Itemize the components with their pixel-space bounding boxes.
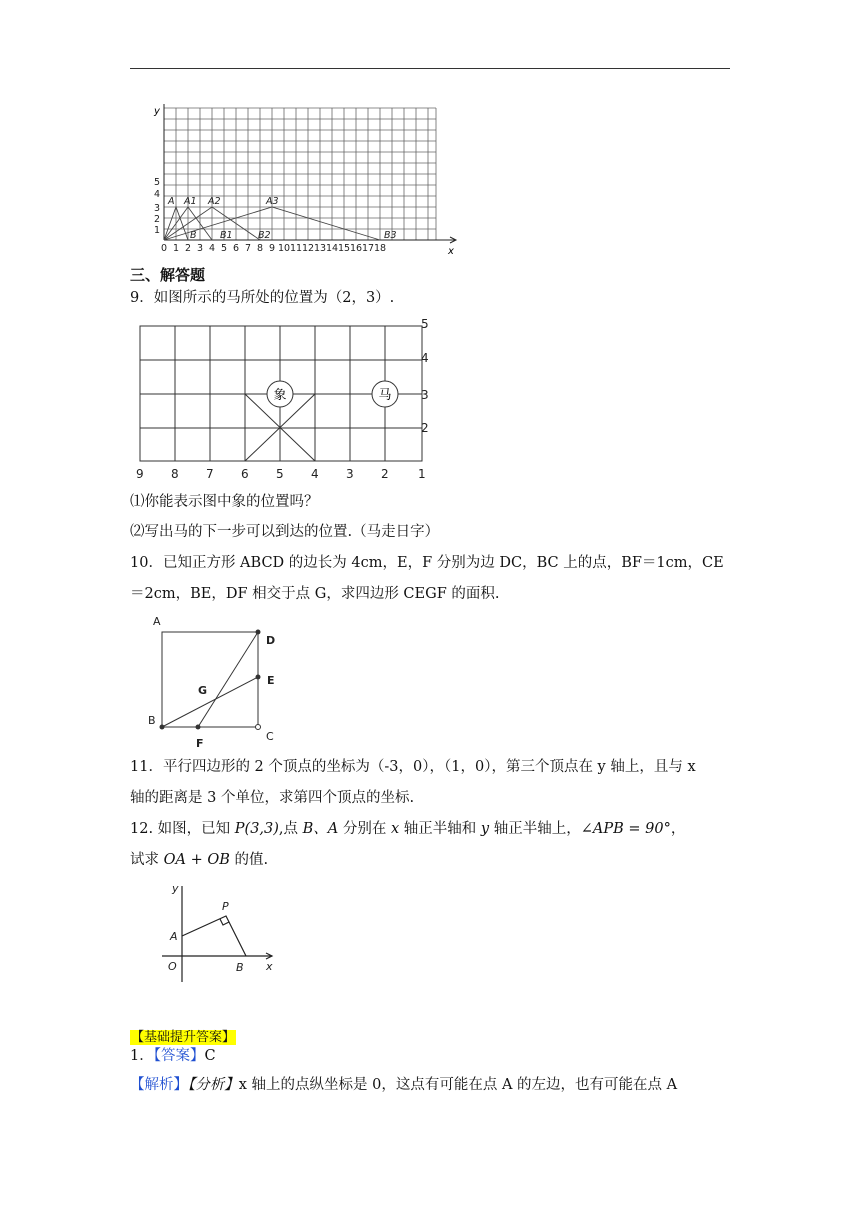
q12-line2-post: 的值.: [234, 852, 269, 868]
fig-y-label: y: [172, 882, 179, 895]
grid-figure: [140, 100, 470, 258]
label-C: C: [266, 730, 274, 743]
point-label: A1: [184, 196, 197, 207]
point-label: B3: [384, 230, 397, 241]
x-tick: 11: [290, 243, 303, 254]
x-tick: 13: [314, 243, 327, 254]
label-A: A: [153, 615, 161, 628]
header-rule: [130, 68, 730, 69]
x-tick: 10: [278, 243, 291, 254]
answer-1-num: 1．: [130, 1048, 154, 1064]
q10-line1: 10．已知正方形 ABCD 的边长为 4cm，E，F 分别为边 DC，BC 上的点，BF＝1cm，CE: [130, 555, 724, 571]
analysis-text: x 轴上的点纵坐标是 0，这点有可能在点 A 的左边，也有可能在点 A: [238, 1077, 678, 1093]
q12-expr: OA + OB: [163, 852, 230, 868]
q11-line1: 11．平行四边形的 2 个顶点的坐标为（-3，0），（1，0），第三个顶点在 y 轴上，且与 x: [130, 759, 696, 775]
fig-P-label: P: [222, 900, 229, 913]
x-axis-label: x: [448, 246, 454, 257]
col-label: 2: [381, 467, 389, 481]
col-label: 6: [241, 467, 249, 481]
xiangqi-board-figure: [128, 314, 438, 484]
q12-BA: B、A: [302, 821, 339, 837]
x-tick: 0: [161, 243, 168, 254]
fig-O-label: O: [168, 960, 177, 973]
label-B: B: [148, 714, 156, 727]
analysis-tag: 【解析】: [130, 1077, 188, 1093]
x-tick: 7: [245, 243, 252, 254]
col-label: 4: [311, 467, 319, 481]
q10-line2: ＝2cm，BE，DF 相交于点 G，求四边形 CEGF 的面积.: [130, 586, 500, 602]
x-tick: 9: [269, 243, 276, 254]
point-label: B1: [220, 230, 233, 241]
y-tick: 1: [154, 225, 161, 236]
x-tick: 12: [302, 243, 315, 254]
row-label: 4: [421, 351, 429, 365]
x-tick: 17: [362, 243, 375, 254]
col-label: 7: [206, 467, 214, 481]
q12-tail: ，: [670, 821, 686, 837]
row-label: 5: [421, 317, 429, 331]
q12-line2-pre: 试求: [130, 852, 159, 868]
answer-1-tag: 【答案】: [153, 1048, 205, 1064]
col-label: 5: [276, 467, 284, 481]
x-tick: 5: [221, 243, 228, 254]
q12-prefix: 12. 如图，已知: [130, 821, 231, 837]
x-tick: 2: [185, 243, 192, 254]
label-D: D: [266, 634, 276, 647]
fig-A-label: A: [170, 930, 178, 943]
x-tick: 16: [350, 243, 363, 254]
q9-text: 9．如图所示的马所处的位置为（2，3）.: [130, 290, 395, 306]
point-label: A: [168, 196, 175, 207]
xiang-piece-label: 象: [273, 388, 287, 403]
row-label: 2: [421, 421, 429, 435]
x-tick: 3: [197, 243, 204, 254]
q12-y: y: [480, 821, 490, 837]
y-axis-label: y: [154, 106, 160, 117]
square-figure: [140, 612, 290, 752]
q9-sub2: ⑵写出马的下一步可以到达的位置.（马走日字）: [130, 524, 440, 540]
y-tick: 5: [154, 177, 161, 188]
fenxi-tag: 【分析】: [188, 1077, 239, 1093]
point-label: A3: [266, 196, 279, 207]
answer-1-value: C: [204, 1048, 216, 1064]
q12-mid1: ,点: [278, 821, 299, 837]
answers-header-text: 【基础提升答案】: [131, 1030, 236, 1045]
answer-1-line: [130, 1046, 216, 1066]
x-tick: 18: [374, 243, 387, 254]
x-tick: 8: [257, 243, 264, 254]
answers-header: [130, 1026, 236, 1045]
x-tick: 1: [173, 243, 180, 254]
x-tick: 4: [209, 243, 216, 254]
col-label: 3: [346, 467, 354, 481]
q12-figure: [160, 880, 290, 990]
label-F: F: [196, 737, 204, 750]
q12-mid4: 轴正半轴上，: [493, 821, 581, 837]
row-label: 3: [421, 388, 429, 402]
answer-1-analysis: [130, 1075, 677, 1095]
point-label: B2: [258, 230, 271, 241]
fig-x-label: x: [266, 960, 273, 973]
y-tick: 3: [154, 203, 161, 214]
q11-line2: 轴的距离是 3 个单位，求第四个顶点的坐标.: [130, 790, 415, 806]
point-label: A2: [208, 196, 221, 207]
col-label: 1: [418, 467, 426, 481]
q12-x: x: [391, 821, 400, 837]
ma-piece-label: 马: [378, 388, 392, 403]
grid-lines: [164, 108, 436, 240]
q12-mid2: 分别在: [342, 821, 387, 837]
x-tick: 15: [338, 243, 351, 254]
x-tick: 6: [233, 243, 240, 254]
q12-angle: ∠APB = 90°: [580, 821, 671, 837]
x-tick: 14: [326, 243, 339, 254]
x-ticks: [161, 243, 386, 254]
y-tick: 2: [154, 214, 161, 225]
section-title: 三、解答题: [130, 266, 206, 284]
q12-line1: [130, 819, 685, 839]
axes: [164, 104, 456, 243]
q12-line2: [130, 850, 268, 870]
q12-mid3: 轴正半轴和: [403, 821, 477, 837]
y-ticks: [154, 177, 160, 236]
q12-point: P(3,3): [234, 821, 279, 837]
label-E: E: [267, 674, 275, 687]
fig-B-label: B: [236, 961, 244, 974]
col-label: 9: [136, 467, 144, 481]
y-tick: 4: [154, 189, 161, 200]
q9-sub1: ⑴你能表示图中象的位置吗？: [130, 494, 319, 510]
point-label: B: [190, 230, 197, 241]
label-G: G: [198, 684, 208, 697]
col-label: 8: [171, 467, 179, 481]
